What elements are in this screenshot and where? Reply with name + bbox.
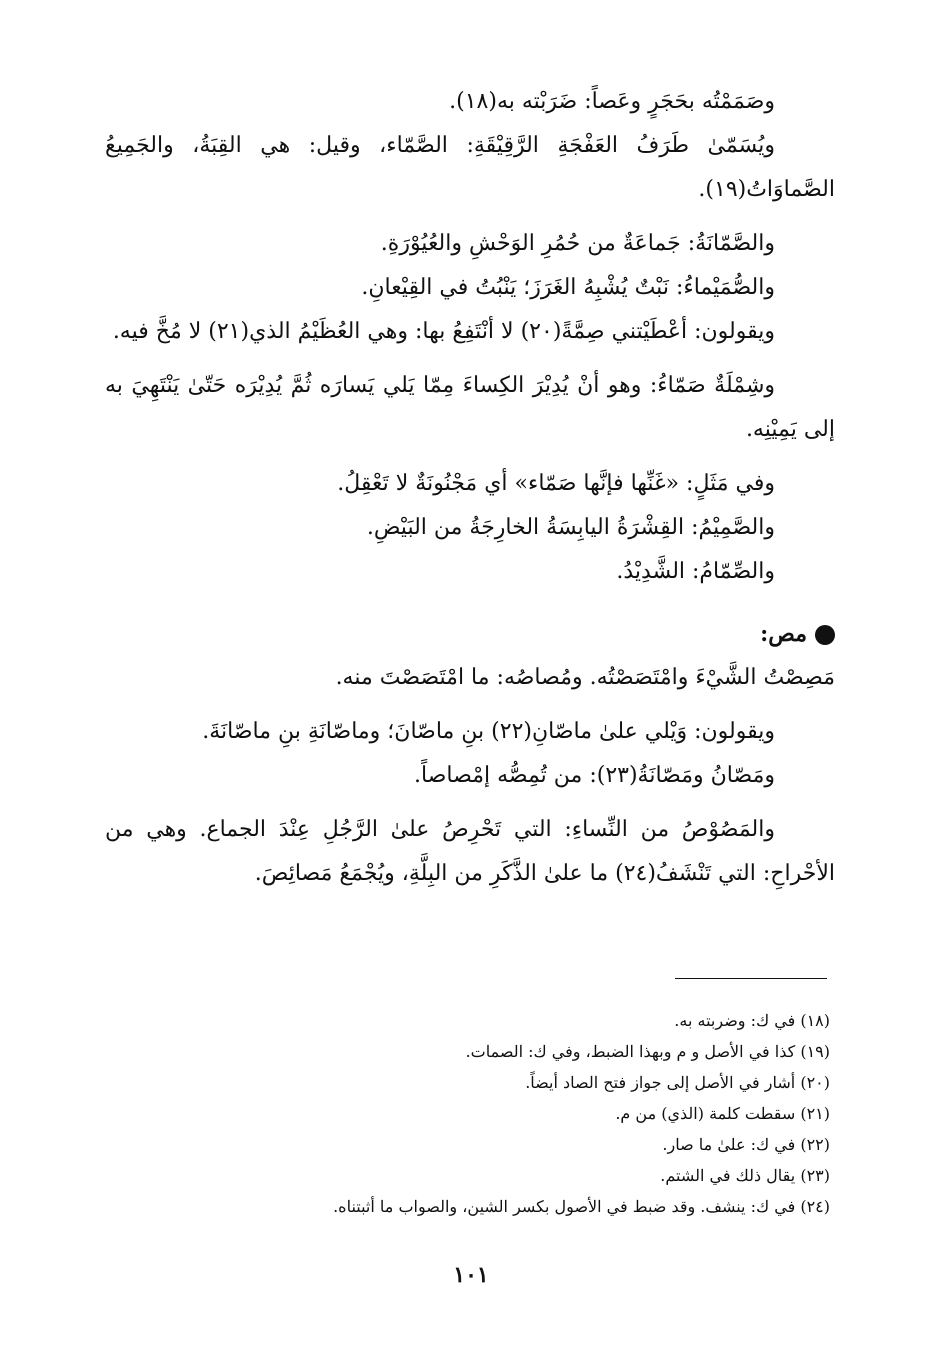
footnote: (٢٤) في ك: ينشف. وقد ضبط في الأصول بكسر الشين، والصواب ما أثبتناه.: [333, 1197, 830, 1216]
paragraph: ويُسَمّىٰ طَرَفُ العَفْجَةِ الرَّقِيْقَةِ: الصَّمّاء، وقيل: هي القِبَةُ، والجَمِيعُ الصَّماوَاتُ(١٩).: [105, 133, 835, 202]
paragraph: ومَصّانُ ومَصّانَةُ(٢٣): من تُمِصُّه إمْصاصاً.: [414, 763, 775, 788]
footnotes: [150, 1005, 830, 1222]
section-heading-text: مص:: [760, 621, 807, 647]
paragraph: والصِّمّامُ: الشَّدِيْدُ.: [616, 559, 775, 584]
paragraph: ويقولون: أعْطَيْتني صِمَّةً(٢٠) لا أنْتَفِعُ بها: وهي العُظَيْمُ الذي(٢١) لا مُخَّ فيه.: [112, 319, 775, 344]
footnote-divider: [675, 978, 827, 979]
paragraph: والصَّمّانَةُ: جَماعَةٌ من حُمُرِ الوَحْشِ والعُيُوْرَةِ.: [380, 231, 775, 256]
paragraph: وشِمْلَةٌ صَمّاءُ: وهو أنْ يُدِيْرَ الكِساءَ مِمّا يَلي يَسارَه ثُمَّ يُدِيْرَه حَتّىٰ يَنْتَهِيَ به إلى يَمِيْنِه.: [105, 373, 835, 442]
footnote: (٢٣) يقال ذلك في الشتم.: [660, 1166, 830, 1185]
footnote: (٢٢) في ك: علىٰ ما صار.: [662, 1135, 830, 1154]
footnote: (١٨) في ك: وضربته به.: [674, 1011, 830, 1030]
paragraph: والصَّمِيْمُ: القِشْرَةُ اليابِسَةُ الخارِجَةُ من البَيْضِ.: [366, 515, 775, 540]
bullet-icon: [815, 625, 835, 645]
paragraph: مَصِصْتُ الشَّيْءَ وامْتَصَصْتُه. ومُصاصُه: ما امْتَصَصْتَ منه.: [335, 665, 835, 690]
footnote: (١٩) كذا في الأصل و م وبهذا الضبط، وفي ك: الصمات.: [465, 1042, 830, 1061]
paragraph: والمَصُوْصُ من النِّساءِ: التي تَحْرِصُ علىٰ الرَّجُلِ عِنْدَ الجماع. وهي من الأحْراحِ: التي تَنْشَفُ(٢٤) ما علىٰ الذَّكَرِ من البِلَّةِ، ويُجْمَعُ مَصائِصَ.: [105, 817, 835, 886]
main-text: [105, 80, 835, 896]
footnote: (٢١) سقطت كلمة (الذي) من م.: [615, 1104, 830, 1123]
page-number: ١٠١: [453, 1262, 489, 1288]
section-heading: [105, 612, 835, 656]
paragraph: والصُّمَيْماءُ: نَبْتٌ يُشْبِهُ الغَرَزَ؛ يَنْبُتُ في القِيْعانِ.: [361, 275, 775, 300]
footnote: (٢٠) أشار في الأصل إلى جواز فتح الصاد أيضاً.: [525, 1073, 830, 1092]
paragraph: ويقولون: وَيْلي علىٰ ماصّانِ(٢٢) بنِ ماصّانَ؛ وماصّانَةِ بنِ ماصّانَةَ.: [202, 719, 775, 744]
paragraph: وفي مَثَلٍ: «غَنِّها فإنَّها صَمّاء» أي مَجْنُونَةٌ لا تَعْقِلُ.: [337, 471, 775, 496]
paragraph: وصَمَمْتُه بحَجَرٍ وعَصاً: ضَرَبْته به(١٨).: [449, 89, 775, 114]
